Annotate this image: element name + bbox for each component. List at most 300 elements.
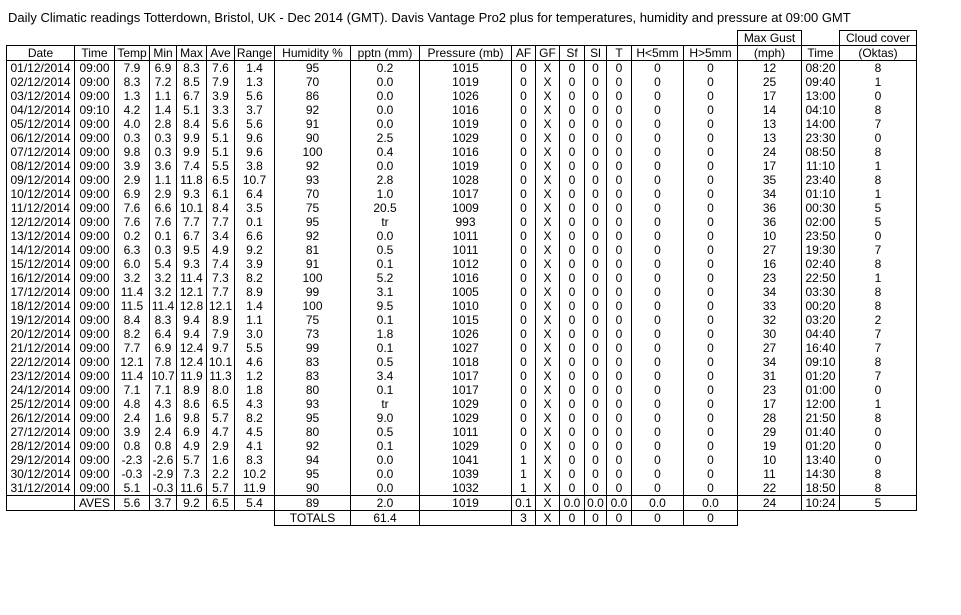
table-cell: 12.4: [177, 355, 207, 369]
table-cell: 0: [512, 341, 536, 355]
totals-pptn: 61.4: [351, 511, 420, 526]
table-cell: 10/12/2014: [7, 187, 75, 201]
table-cell: 73: [275, 327, 351, 341]
table-cell: 9.3: [177, 257, 207, 271]
table-cell: 00:20: [802, 299, 840, 313]
table-row: [7, 61, 917, 76]
table-cell: 0: [585, 313, 607, 327]
table-cell: 8: [840, 173, 917, 187]
table-cell: 31/12/2014: [7, 481, 75, 496]
table-cell: 1011: [420, 229, 512, 243]
table-cell: 100: [275, 271, 351, 285]
table-row: [7, 187, 917, 201]
table-cell: 0: [585, 369, 607, 383]
table-cell: 0: [512, 411, 536, 425]
table-cell: 0: [607, 215, 632, 229]
table-cell: 0.0: [351, 89, 420, 103]
table-cell: 1.0: [351, 187, 420, 201]
table-cell: X: [536, 285, 560, 299]
column-header: Pressure (mb): [420, 46, 512, 61]
table-cell: 0.3: [150, 145, 177, 159]
table-cell: 0: [607, 313, 632, 327]
table-cell: 5.1: [115, 481, 150, 496]
table-cell: 4.2: [115, 103, 150, 117]
table-cell: 12.8: [177, 299, 207, 313]
table-cell: 23:40: [802, 173, 840, 187]
table-cell: 11.5: [115, 299, 150, 313]
table-cell: 0: [607, 75, 632, 89]
table-cell: 0: [560, 243, 585, 257]
table-cell: 2.8: [351, 173, 420, 187]
table-cell: 7.4: [177, 159, 207, 173]
table-row: [7, 383, 917, 397]
table-cell: 09:00: [75, 313, 115, 327]
table-cell: 10.7: [151, 369, 175, 383]
aves-cell: 0.0: [684, 496, 738, 511]
table-cell: X: [536, 201, 560, 215]
table-cell: 0: [512, 229, 536, 243]
table-cell: 8.4: [207, 201, 235, 215]
table-cell: 2.4: [115, 411, 150, 425]
table-cell: 5.4: [150, 257, 177, 271]
table-cell: 0: [512, 355, 536, 369]
table-cell: 8: [840, 285, 917, 299]
table-cell: 8.9: [235, 285, 275, 299]
table-cell: 01:40: [802, 425, 840, 439]
table-cell: 0: [684, 103, 738, 117]
table-cell: 0: [607, 355, 632, 369]
table-cell: 2.4: [150, 425, 177, 439]
totals-blank: [840, 511, 917, 526]
aves-cell: 0.0: [632, 496, 684, 511]
table-cell: 0: [632, 355, 684, 369]
table-cell: 03:30: [802, 285, 840, 299]
table-cell: 8: [840, 481, 917, 496]
table-cell: 0: [684, 355, 738, 369]
table-cell: X: [536, 411, 560, 425]
table-row: [7, 453, 917, 467]
table-cell: 18/12/2014: [7, 299, 75, 313]
table-cell: 0: [607, 201, 632, 215]
table-cell: 7.1: [150, 383, 177, 397]
table-cell: 1009: [420, 201, 512, 215]
table-cell: 1: [512, 481, 536, 496]
table-cell: 7: [840, 341, 917, 355]
table-cell: 0: [560, 453, 585, 467]
table-cell: 0: [607, 61, 632, 76]
aves-cell: 0.1: [512, 496, 536, 511]
table-cell: 0: [632, 425, 684, 439]
table-cell: 2.9: [115, 173, 150, 187]
table-row: [7, 89, 917, 103]
column-header: Humidity %: [275, 46, 351, 61]
table-cell: 0: [632, 243, 684, 257]
table-cell: 8.6: [177, 397, 207, 411]
table-cell: 6.9: [177, 425, 207, 439]
table-cell: 23/12/2014: [7, 369, 75, 383]
totals-row: [7, 511, 917, 526]
table-cell: 0: [632, 145, 684, 159]
table-cell: 11.6: [177, 481, 207, 496]
table-cell: 1.2: [235, 369, 275, 383]
aves-cell: 89: [275, 496, 351, 511]
table-cell: 7.4: [207, 257, 235, 271]
table-cell: 0: [684, 425, 738, 439]
table-cell: 0: [560, 229, 585, 243]
table-cell: 7.1: [115, 383, 150, 397]
totals-blank: [75, 511, 115, 526]
table-cell: 08:20: [802, 61, 840, 76]
table-cell: 1010: [420, 299, 512, 313]
table-cell: 1.3: [235, 75, 275, 89]
table-cell: 11.9: [235, 481, 275, 496]
table-cell: 0: [607, 467, 632, 481]
table-cell: 0.0: [351, 103, 420, 117]
table-cell: 13/12/2014: [7, 229, 75, 243]
table-cell: 09:00: [75, 383, 115, 397]
table-row: [7, 103, 917, 117]
table-cell: 6.4: [150, 327, 177, 341]
table-cell: 7.3: [207, 271, 235, 285]
table-cell: 8: [840, 145, 917, 159]
table-cell: -2.3: [115, 453, 150, 467]
cloud-cover-header: Cloud cover: [840, 31, 917, 46]
aves-cell: 0.0: [607, 496, 632, 511]
table-cell: 80: [275, 425, 351, 439]
aves-cell: 2.0: [351, 496, 420, 511]
table-cell: X: [536, 369, 560, 383]
column-header: Temp: [115, 46, 150, 61]
table-cell: 10: [738, 229, 802, 243]
table-cell: 0: [585, 131, 607, 145]
table-cell: 0: [512, 439, 536, 453]
table-cell: 09:00: [75, 271, 115, 285]
table-cell: 2.8: [150, 117, 177, 131]
table-cell: 11/12/2014: [7, 201, 75, 215]
table-cell: 0: [684, 159, 738, 173]
table-cell: 09:00: [75, 187, 115, 201]
table-cell: 6.3: [115, 243, 150, 257]
table-cell: 0: [684, 481, 738, 496]
table-cell: 6.6: [235, 229, 275, 243]
table-cell: X: [536, 215, 560, 229]
table-cell: 0: [632, 467, 684, 481]
table-cell: X: [536, 229, 560, 243]
max-gust-header: Max Gust: [738, 31, 802, 46]
table-cell: 31: [738, 369, 802, 383]
table-cell: 6.5: [207, 397, 235, 411]
table-cell: 86: [275, 89, 351, 103]
table-cell: X: [536, 355, 560, 369]
column-header: Sf: [560, 46, 585, 61]
table-cell: 0: [840, 131, 917, 145]
table-cell: 14: [738, 103, 802, 117]
table-row: [7, 327, 917, 341]
table-cell: 01:20: [802, 439, 840, 453]
table-cell: 1017: [420, 187, 512, 201]
table-cell: 6.7: [177, 229, 207, 243]
table-row: [7, 369, 917, 383]
totals-blank: [150, 511, 177, 526]
totals-cell: 0: [607, 511, 632, 526]
table-cell: 0.0: [351, 453, 420, 467]
table-cell: 0: [560, 201, 585, 215]
table-cell: 12/12/2014: [7, 215, 75, 229]
aves-cell: 1019: [420, 496, 512, 511]
table-row: [7, 215, 917, 229]
aves-cell: 3.7: [150, 496, 177, 511]
table-cell: 26/12/2014: [7, 411, 75, 425]
table-cell: 1.6: [150, 411, 177, 425]
table-cell: 05/12/2014: [7, 117, 75, 131]
table-cell: 9.9: [177, 131, 207, 145]
column-header: Min: [150, 46, 177, 61]
table-cell: 0: [840, 383, 917, 397]
table-cell: 8: [840, 61, 917, 76]
totals-cell: 0: [684, 511, 738, 526]
table-cell: 0: [632, 341, 684, 355]
table-cell: 11.3: [207, 369, 235, 383]
table-cell: 0.4: [351, 145, 420, 159]
table-cell: 4.3: [150, 397, 177, 411]
table-cell: 90: [275, 481, 351, 496]
table-cell: 0: [585, 271, 607, 285]
table-cell: 5.1: [177, 103, 207, 117]
table-cell: 11: [738, 467, 802, 481]
table-row: [7, 131, 917, 145]
table-cell: 0: [632, 313, 684, 327]
table-cell: 9.5: [177, 243, 207, 257]
table-cell: 7: [840, 243, 917, 257]
table-cell: X: [536, 159, 560, 173]
table-cell: 3.9: [115, 425, 150, 439]
table-cell: 09:00: [75, 145, 115, 159]
table-cell: 1041: [420, 453, 512, 467]
aves-cell: 9.2: [177, 496, 207, 511]
table-cell: 00:30: [802, 201, 840, 215]
table-cell: 1026: [420, 89, 512, 103]
table-row: [7, 75, 917, 89]
table-cell: 0: [560, 425, 585, 439]
table-cell: 34: [738, 285, 802, 299]
table-cell: 0: [684, 173, 738, 187]
table-cell: 8: [840, 257, 917, 271]
table-cell: -2.6: [150, 453, 177, 467]
table-cell: X: [536, 103, 560, 117]
table-cell: 0: [560, 467, 585, 481]
table-cell: 0: [607, 229, 632, 243]
table-cell: 91: [275, 117, 351, 131]
table-cell: 0: [840, 425, 917, 439]
table-cell: 0: [585, 103, 607, 117]
table-cell: X: [536, 187, 560, 201]
table-cell: 09:00: [75, 299, 115, 313]
table-cell: 0: [607, 117, 632, 131]
aves-cell: 10:24: [802, 496, 840, 511]
table-cell: 14:30: [802, 467, 840, 481]
table-cell: X: [536, 341, 560, 355]
table-cell: 0: [512, 313, 536, 327]
table-cell: X: [536, 327, 560, 341]
table-cell: 3.8: [235, 159, 275, 173]
table-cell: 1019: [420, 117, 512, 131]
totals-blank: [177, 511, 207, 526]
table-cell: 0: [684, 397, 738, 411]
table-cell: tr: [351, 215, 420, 229]
table-cell: 32: [738, 313, 802, 327]
table-cell: 100: [275, 299, 351, 313]
table-cell: 36: [738, 201, 802, 215]
table-cell: 92: [275, 229, 351, 243]
table-cell: 4.1: [235, 439, 275, 453]
table-cell: 0: [585, 145, 607, 159]
table-cell: 5.6: [235, 89, 275, 103]
table-cell: 0: [607, 131, 632, 145]
aves-cell: X: [536, 496, 560, 511]
table-row: [7, 117, 917, 131]
table-cell: 5.7: [207, 411, 235, 425]
table-cell: 0: [512, 369, 536, 383]
table-cell: 0.0: [351, 117, 420, 131]
table-cell: 09:00: [75, 173, 115, 187]
table-cell: 16/12/2014: [7, 271, 75, 285]
table-cell: 0: [512, 243, 536, 257]
table-cell: 0: [840, 453, 917, 467]
table-cell: 8.4: [177, 117, 207, 131]
table-cell: 0: [684, 383, 738, 397]
table-cell: 0: [632, 299, 684, 313]
aves-cell: 0.0: [585, 496, 607, 511]
table-cell: 0: [607, 159, 632, 173]
table-cell: 0: [585, 173, 607, 187]
table-cell: 0: [512, 173, 536, 187]
table-cell: 91: [275, 257, 351, 271]
table-cell: 21:50: [802, 411, 840, 425]
table-row: [7, 481, 917, 496]
table-cell: 3.3: [207, 103, 235, 117]
table-cell: 0: [585, 229, 607, 243]
table-cell: 09:00: [75, 229, 115, 243]
table-cell: 1.3: [115, 89, 150, 103]
table-cell: 12.4: [177, 341, 207, 355]
table-cell: 92: [275, 439, 351, 453]
table-cell: 0.3: [150, 243, 177, 257]
table-cell: 0.0: [351, 467, 420, 481]
table-cell: 0.0: [351, 159, 420, 173]
table-cell: 0: [512, 285, 536, 299]
table-cell: 4.9: [207, 243, 235, 257]
table-cell: 1028: [420, 173, 512, 187]
table-cell: 0: [585, 481, 607, 496]
table-cell: 0: [684, 201, 738, 215]
table-cell: 3.9: [235, 257, 275, 271]
table-cell: 0: [684, 327, 738, 341]
table-cell: 35: [738, 173, 802, 187]
table-cell: 3.7: [235, 103, 275, 117]
table-cell: 6.0: [115, 257, 150, 271]
table-cell: 0.2: [115, 229, 150, 243]
table-cell: 0: [684, 299, 738, 313]
table-cell: 0: [560, 327, 585, 341]
table-cell: 0: [585, 243, 607, 257]
table-cell: 14/12/2014: [7, 243, 75, 257]
table-cell: 0: [512, 89, 536, 103]
table-cell: 0.3: [150, 131, 177, 145]
table-cell: X: [536, 397, 560, 411]
table-cell: 0: [607, 257, 632, 271]
aves-cell: 24: [738, 496, 802, 511]
table-cell: 0: [684, 285, 738, 299]
table-cell: 8.9: [207, 313, 235, 327]
table-cell: 0: [585, 439, 607, 453]
totals-cell: X: [536, 511, 560, 526]
table-row: [7, 257, 917, 271]
table-cell: 0: [684, 229, 738, 243]
table-cell: 5.6: [207, 117, 235, 131]
table-cell: 04:40: [802, 327, 840, 341]
table-cell: 09:00: [75, 369, 115, 383]
table-cell: 6.9: [150, 61, 177, 76]
table-cell: 0: [512, 299, 536, 313]
table-cell: 0: [585, 453, 607, 467]
table-cell: 0: [684, 313, 738, 327]
table-cell: 8: [840, 299, 917, 313]
totals-blank: [115, 511, 150, 526]
table-cell: 0: [560, 271, 585, 285]
table-cell: 29/12/2014: [7, 453, 75, 467]
table-cell: X: [536, 313, 560, 327]
table-cell: 6.7: [177, 89, 207, 103]
table-cell: 0: [607, 173, 632, 187]
table-cell: 6.9: [115, 187, 150, 201]
table-cell: 0.5: [351, 355, 420, 369]
totals-cell: 3: [512, 511, 536, 526]
table-cell: 0: [684, 467, 738, 481]
table-row: [7, 397, 917, 411]
table-cell: 9.2: [235, 243, 275, 257]
table-cell: 94: [275, 453, 351, 467]
table-cell: 3.0: [235, 327, 275, 341]
table-cell: 23:30: [802, 131, 840, 145]
table-cell: 0: [632, 89, 684, 103]
table-cell: 9.7: [207, 341, 235, 355]
table-cell: 0: [607, 145, 632, 159]
table-cell: 0: [632, 411, 684, 425]
table-cell: 0: [512, 271, 536, 285]
table-cell: 2.9: [150, 187, 177, 201]
table-cell: 1.8: [351, 327, 420, 341]
table-cell: 0: [585, 299, 607, 313]
table-cell: 09:00: [75, 285, 115, 299]
table-cell: 5.1: [207, 131, 235, 145]
table-cell: 3.4: [207, 229, 235, 243]
column-header: T: [607, 46, 632, 61]
aves-cell: 0.0: [560, 496, 585, 511]
table-cell: 23:50: [802, 229, 840, 243]
table-cell: 34: [738, 187, 802, 201]
table-cell: 0: [585, 187, 607, 201]
table-cell: 1016: [420, 271, 512, 285]
table-cell: 01:00: [802, 383, 840, 397]
table-cell: 12.1: [177, 285, 207, 299]
aves-cell: 5: [840, 496, 917, 511]
column-header: H<5mm: [632, 46, 684, 61]
table-cell: 0: [684, 187, 738, 201]
table-cell: 1: [512, 467, 536, 481]
table-cell: 0: [684, 61, 738, 76]
table-cell: X: [536, 243, 560, 257]
table-cell: 81: [275, 243, 351, 257]
